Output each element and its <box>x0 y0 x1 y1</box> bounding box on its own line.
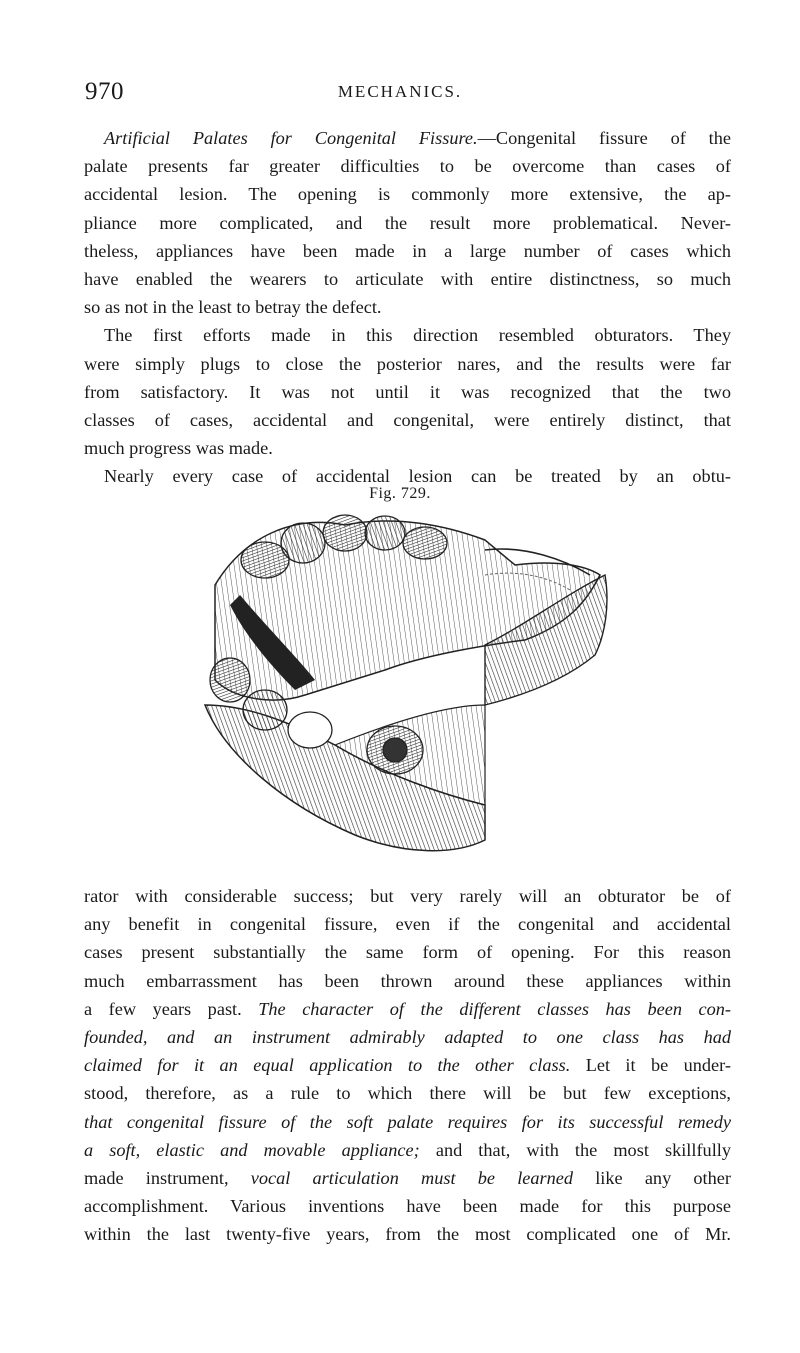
text-line: founded, and an instrument admirably adapted to one class has had <box>84 1027 731 1048</box>
section-dash: — <box>477 128 496 148</box>
page-header <box>85 78 715 108</box>
text-line: from satisfactory. It was not until it was recognized that the two <box>84 381 731 402</box>
text-line: The first efforts made in this direction resembled obturators. They <box>104 325 731 346</box>
text-line: have enabled the wearers to articulate with entire distinctness, so much <box>84 269 731 290</box>
text-line: stood, therefore, as a rule to which there will be but few exceptions, <box>84 1083 731 1104</box>
text-line: pliance more complicated, and the result more problematical. Never- <box>84 212 731 233</box>
text-line: classes of cases, accidental and congenital, were entirely distinct, that <box>84 410 731 431</box>
text-line: made instrument, vocal articulation must be learned like any other <box>84 1168 731 1189</box>
page-number: 970 <box>85 78 124 105</box>
figure-caption: Fig. 729. <box>369 485 431 502</box>
section-title: Artificial Palates for Congenital Fissure. <box>104 128 478 148</box>
text-line: Nearly every case of accidental lesion can be treated by an obtu- <box>104 466 731 487</box>
text-block-top <box>84 124 731 491</box>
text-line: were simply plugs to close the posterior nares, and the results were far <box>84 353 731 374</box>
figure-engraving-palate <box>185 505 625 860</box>
text-line: any benefit in congenital fissure, even if the congenital and accidental <box>84 914 731 935</box>
text-line: rator with considerable success; but very rarely will an obturator be of <box>84 886 731 906</box>
text-line: much embarrassment has been thrown around these appliances within <box>84 970 731 991</box>
running-title: MECHANICS. <box>337 82 463 101</box>
text-line: palate presents far greater difficulties to be overcome than cases of <box>84 156 731 177</box>
text-line: a soft, elastic and movable appliance; and that, with the most skillfully <box>84 1139 731 1160</box>
text-block-bottom <box>84 882 731 1249</box>
text-line: claimed for it an equal application to the other class. Let it be under- <box>84 1055 731 1076</box>
text-line: accidental lesion. The opening is commonly more extensive, the ap- <box>84 184 731 205</box>
text-line: much progress was made. <box>84 438 273 459</box>
text-line: theless, appliances have been made in a large number of cases which <box>84 240 731 261</box>
text-line: Artificial Palates for Congenital Fissure.—Congenital fissure of the <box>104 128 731 148</box>
text-line: accomplishment. Various inventions have been made for this purpose <box>84 1196 731 1217</box>
text-line: a few years past. The character of the different classes has been con- <box>84 998 731 1019</box>
text-line: that congenital fissure of the soft palate requires for its successful remedy <box>84 1111 731 1132</box>
text-line: within the last twenty-five years, from the most complicated one of Mr. <box>84 1224 731 1245</box>
text-line: so as not in the least to betray the defect. <box>84 297 382 318</box>
text-line: cases present substantially the same form of opening. For this reason <box>84 942 731 963</box>
